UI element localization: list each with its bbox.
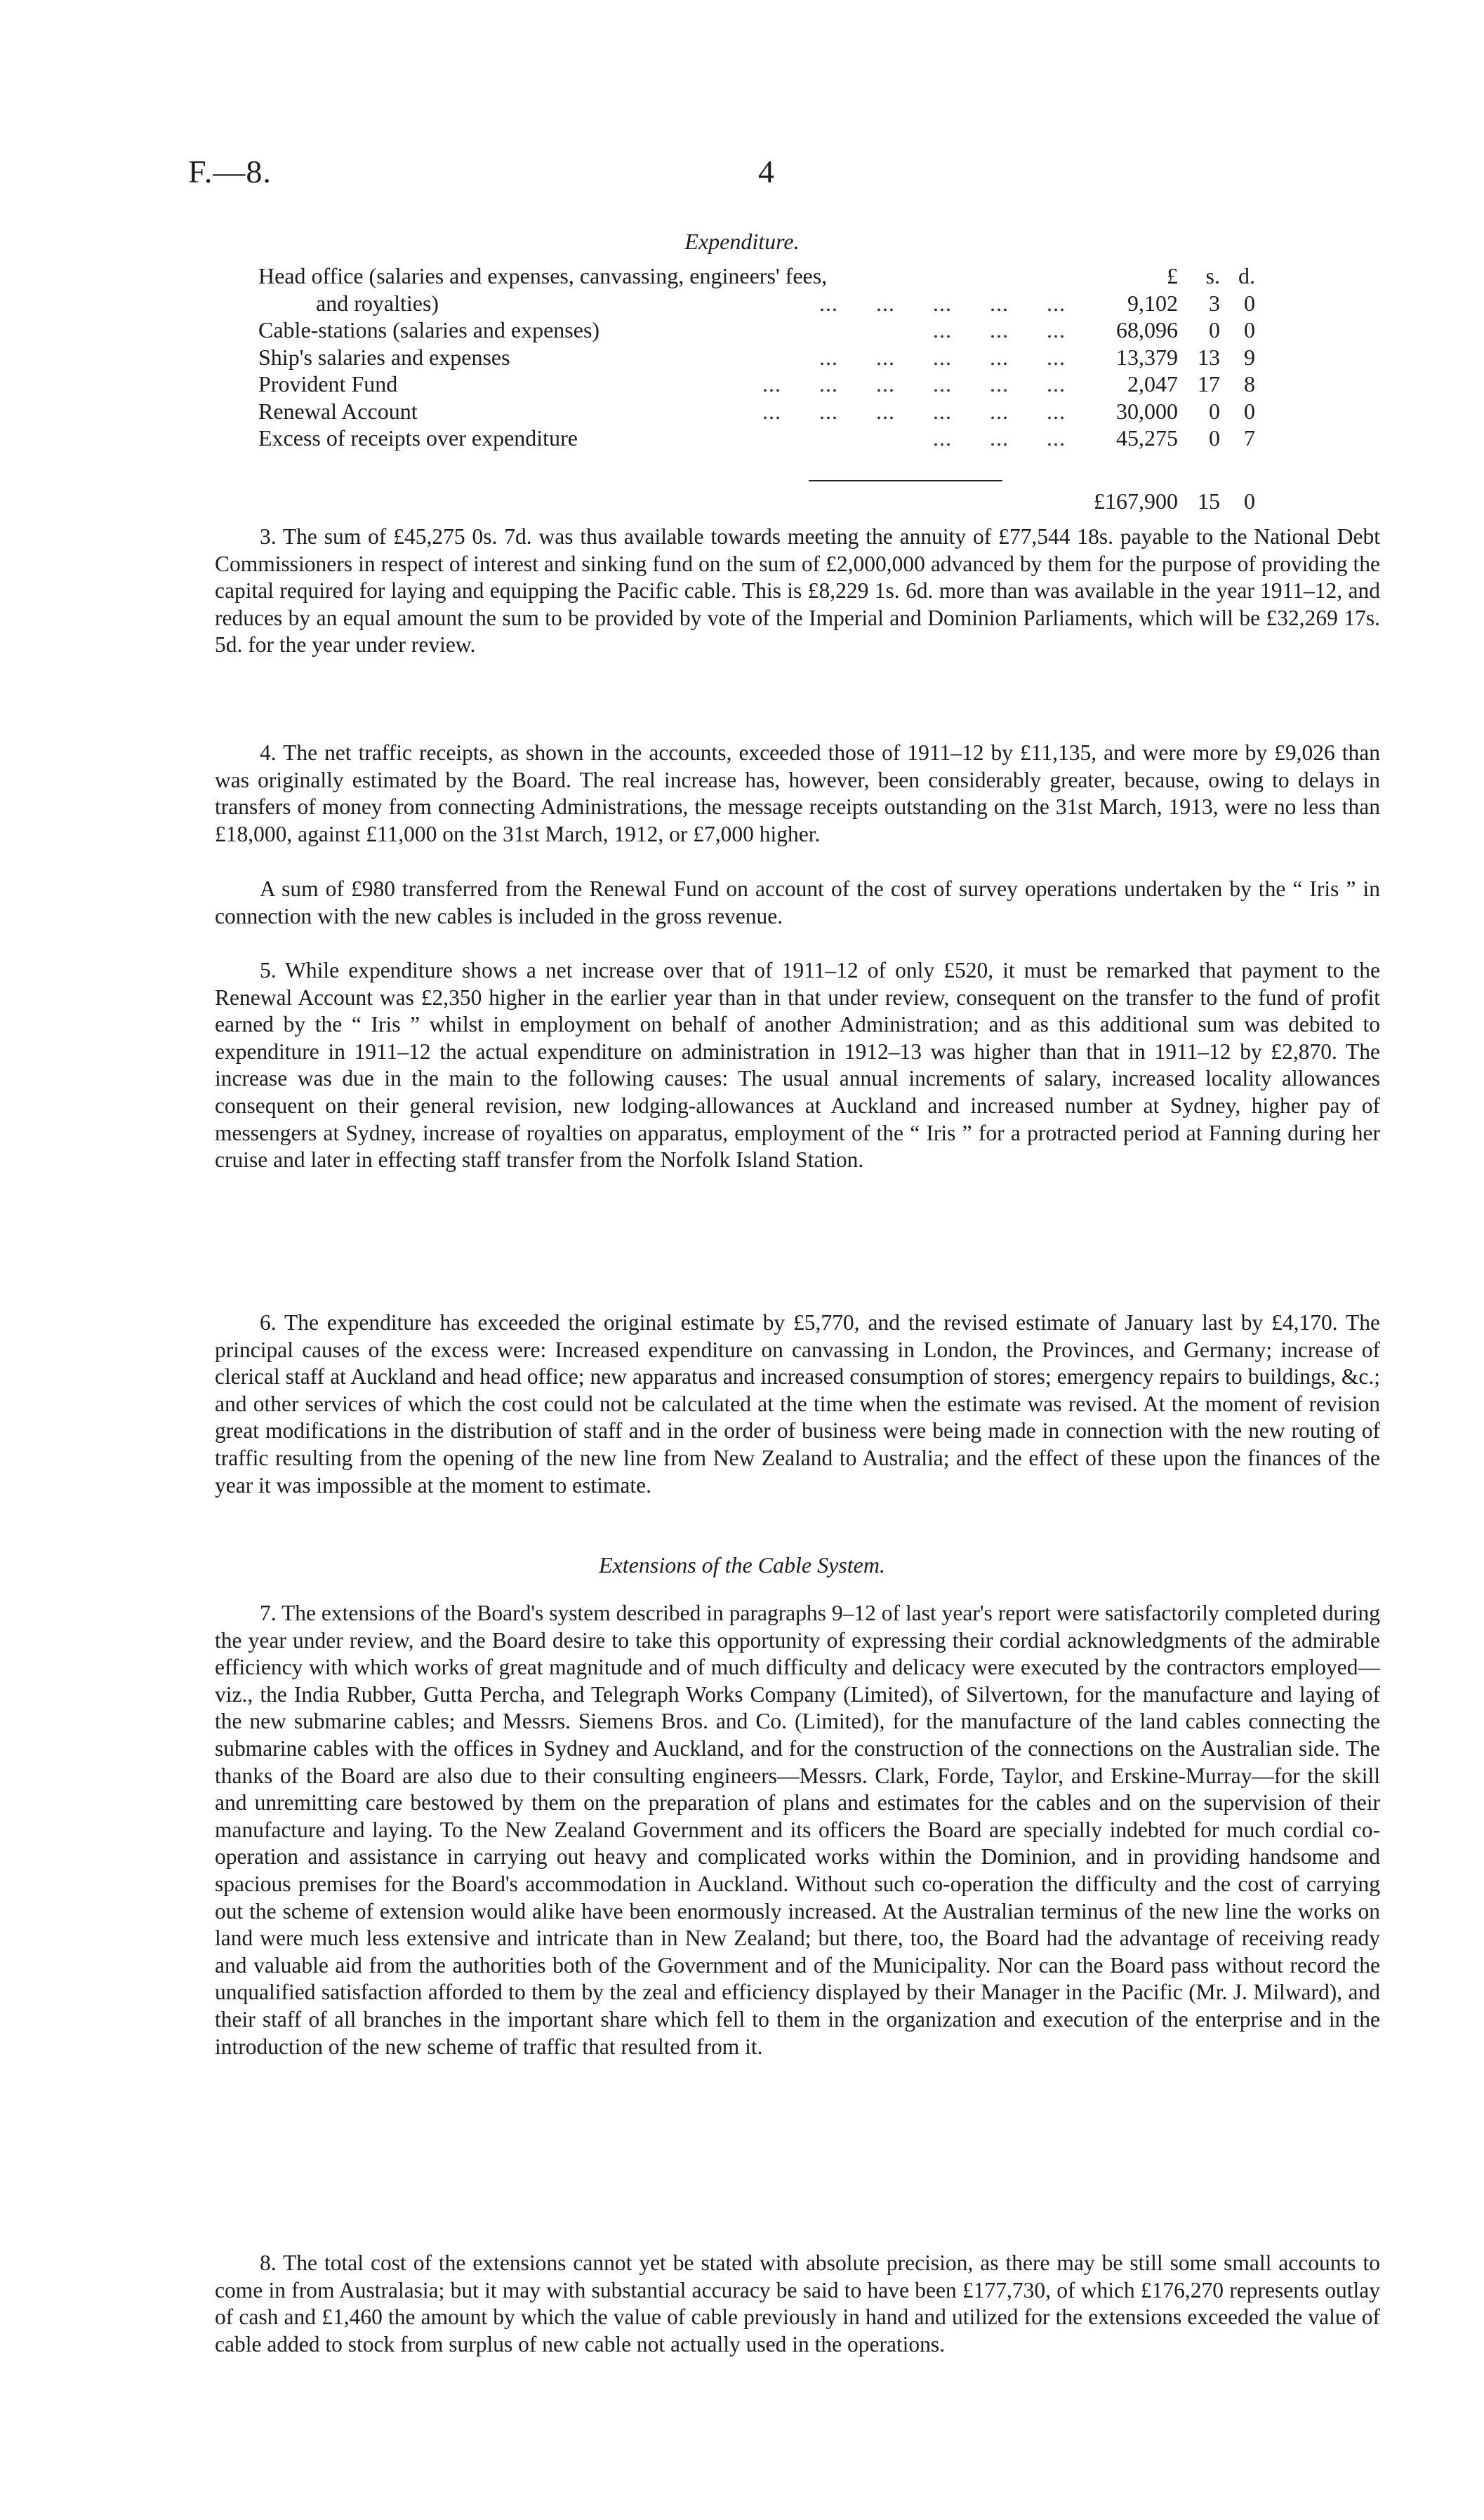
paragraph-8: 8. The total cost of the extensions cannot yet be stated with absolute precision, as there may be still some small accounts to come in from Australasia; but it may with substantial accuracy be said to have been £177,730, of which £176,270 represents outlay of cash and £1,460 the amount by which the value of cable previously in hand and utilized for the extensions exceeded the value of cable added to stock from surplus of new cable not actually used in the operations.: [215, 2251, 1380, 2356]
paragraph-4: 4. The net traffic receipts, as shown in the accounts, exceeded those of 1911–12 by £11,135, and were more by £9,026 than was originally estimated by the Board. The real increase has, however, been considerably greater, because, owing to delays in transfers of money from connecting Administrations, the message receipts outstanding on the 31st March, 1913, were no less than £18,000, against £11,000 on the 31st March, 1912, or £7,000 higher.: [215, 740, 1380, 846]
total-pence: 0: [1244, 488, 1255, 514]
total-pounds: £167,900: [1094, 488, 1178, 514]
paragraph-7: 7. The extensions of the Board's system described in paragraphs 9–12 of last year's report were satisfactorily completed during the year under review, and the Board desire to take this opportunity of expressing their cordial acknowledgments of the admirable efficiency with which works of great magnitude and of much difficulty and delicacy were executed by the contractors employed—viz., the India Rubber, Gutta Percha, and Telegraph Works Company (Limited), of Silvertown, for the manufacture and laying of the new submarine cables; and Messrs. Siemens Bros. and Co. (Limited), for the manufacture of the land cables connecting the submarine cables with the offices in Sydney and Auckland, and for the construction of the connections on the Australian side. The thanks of the Board are also due to their consulting engineers—Messrs. Clark, Forde, Taylor, and Erskine-Murray—for the skill and unremitting care bestowed by them on the preparation of plans and estimates for the cables and on the supervision of their manufacture and laying. To the New Zealand Government and its officers the Board are specially indebted for much cordial co-operation and assistance in carrying out heavy and complicated works within the Dominion, and in providing handsome and spacious premises for the Board's accommodation in Auckland. Without such co-operation the difficulty and the cost of carrying out the scheme of extension would alike have been enormously increased. At the Australian terminus of the new line the works on land were much less extensive and intricate than in New Zealand; but there, too, the Board had the advantage of receiving ready and valuable aid from the authorities both of the Government and of the Municipality. Nor can the Board pass without record the unqualified satisfaction afforded to them by the zeal and efficiency displayed by their Manager in the Pacific (Mr. J. Milward), and their staff of all branches in the important share which fell to them in the organization and execution of the enterprise and in the introduction of the new scheme of traffic that resulted from it.: [215, 1601, 1380, 2059]
total-row: [258, 488, 1311, 516]
table-row: [258, 371, 1311, 398]
col-header-pounds: £: [1167, 263, 1178, 288]
dot-leaders: ... ... ...: [933, 425, 1066, 451]
amount-shillings: 17: [1198, 371, 1220, 396]
total-shillings: 15: [1198, 488, 1220, 514]
page-number: 4: [758, 154, 774, 189]
amount-pence: 8: [1244, 371, 1255, 396]
amount-pence: 0: [1244, 398, 1255, 424]
table-row: [258, 262, 1311, 290]
document-reference: F.—8.: [188, 154, 272, 189]
amount-pence: 0: [1244, 317, 1255, 342]
dot-leaders: ... ... ... ... ... ...: [762, 398, 1066, 424]
amount-pounds: 45,275: [1116, 425, 1178, 451]
total-rule: [809, 480, 1002, 481]
col-header-shillings: s.: [1205, 263, 1220, 288]
amount-pounds: 13,379: [1116, 344, 1178, 370]
dot-leaders: ... ... ... ... ...: [819, 344, 1066, 370]
row-label: Cable-stations (salaries and expenses): [258, 317, 600, 342]
table-row: [258, 344, 1311, 371]
row-label: Provident Fund: [258, 371, 398, 396]
amount-pounds: 2,047: [1127, 371, 1178, 396]
dot-leaders: ... ... ... ... ...: [819, 290, 1066, 316]
amount-pounds: 9,102: [1127, 290, 1178, 316]
amount-pence: 0: [1244, 290, 1255, 316]
amount-shillings: 0: [1209, 317, 1220, 342]
paragraph-5: 5. While expenditure shows a net increase over that of 1911–12 of only £520, it must be remarked that payment to the Renewal Account was £2,350 higher in the earlier year than in that under review, consequent on the transfer to the fund of profit earned by the “ Iris ” whilst in employment on behalf of another Administration; and as this additional sum was debited to expenditure in 1911–12 the actual expenditure on administration in 1912–13 was higher than that in 1911–12 by £2,870. The increase was due in the main to the following causes: The usual annual increments of salary, increased locality allowances consequent on their general revision, new lodging-allowances at Auckland and increased number at Sydney, higher pay of messengers at Sydney, increase of royalties on apparatus, employment of the “ Iris ” for a protracted period at Fanning during her cruise and later in effecting staff transfer from the Norfolk Island Station.: [215, 958, 1380, 1173]
table-row: [258, 316, 1311, 344]
expenditure-table: [258, 262, 1311, 452]
paragraph-3: 3. The sum of £45,275 0s. 7d. was thus available towards meeting the annuity of £77,544 18s. payable to the National Debt Commissioners in respect of interest and sinking fund on the sum of £2,000,000 advanced by them for the purpose of providing the capital required for laying and equipping the Pacific cable. This is £8,229 1s. 6d. more than was available in the year 1911–12, and reduces by an equal amount the sum to be provided by vote of the Imperial and Dominion Parliaments, which will be £32,269 17s. 5d. for the year under review.: [215, 524, 1380, 658]
amount-shillings: 13: [1198, 344, 1220, 370]
amount-pence: 7: [1244, 425, 1255, 451]
table-row: [258, 425, 1311, 452]
amount-shillings: 3: [1209, 290, 1220, 316]
row-label: Excess of receipts over expenditure: [258, 425, 578, 451]
amount-shillings: 0: [1209, 425, 1220, 451]
row-label: Ship's salaries and expenses: [258, 344, 510, 370]
amount-pence: 9: [1244, 344, 1255, 370]
row-label: Head office (salaries and expenses, canvassing, engineers' fees,: [258, 263, 828, 288]
table-row: [258, 290, 1311, 317]
amount-pounds: 30,000: [1116, 398, 1178, 424]
page-header: [0, 153, 1484, 202]
dot-leaders: ... ... ...: [933, 317, 1066, 342]
row-label: Renewal Account: [258, 398, 418, 424]
amount-pounds: 68,096: [1116, 317, 1178, 342]
paragraph-6: 6. The expenditure has exceeded the original estimate by £5,770, and the revised estimate of January last by £4,170. The principal causes of the excess were: Increased expenditure on canvassing in London, the Provinces, and Germany; increase of clerical staff at Auckland and head office; new apparatus and increased consumption of stores; emergency repairs to buildings, &c.; and other services of which the cost could not be calculated at the time when the estimate was revised. At the moment of revision great modifications in the distribution of staff and in the order of business were being made in connection with the new routing of traffic resulting from the opening of the new line from New Zealand to Australia; and the effect of these upon the finances of the year it was impossible at the moment to estimate.: [215, 1310, 1380, 1498]
dot-leaders: ... ... ... ... ... ...: [762, 371, 1066, 396]
expenditure-heading: Expenditure.: [684, 229, 800, 254]
row-label: and royalties): [316, 290, 439, 316]
paragraph-4-continued: A sum of £980 transferred from the Renewal Fund on account of the cost of survey operations undertaken by the “ Iris ” in connection with the new cables is included in the gross revenue.: [215, 876, 1380, 928]
table-row: [258, 398, 1311, 425]
amount-shillings: 0: [1209, 398, 1220, 424]
extensions-heading: Extensions of the Cable System.: [599, 1552, 885, 1578]
col-header-pence: d.: [1238, 263, 1255, 288]
